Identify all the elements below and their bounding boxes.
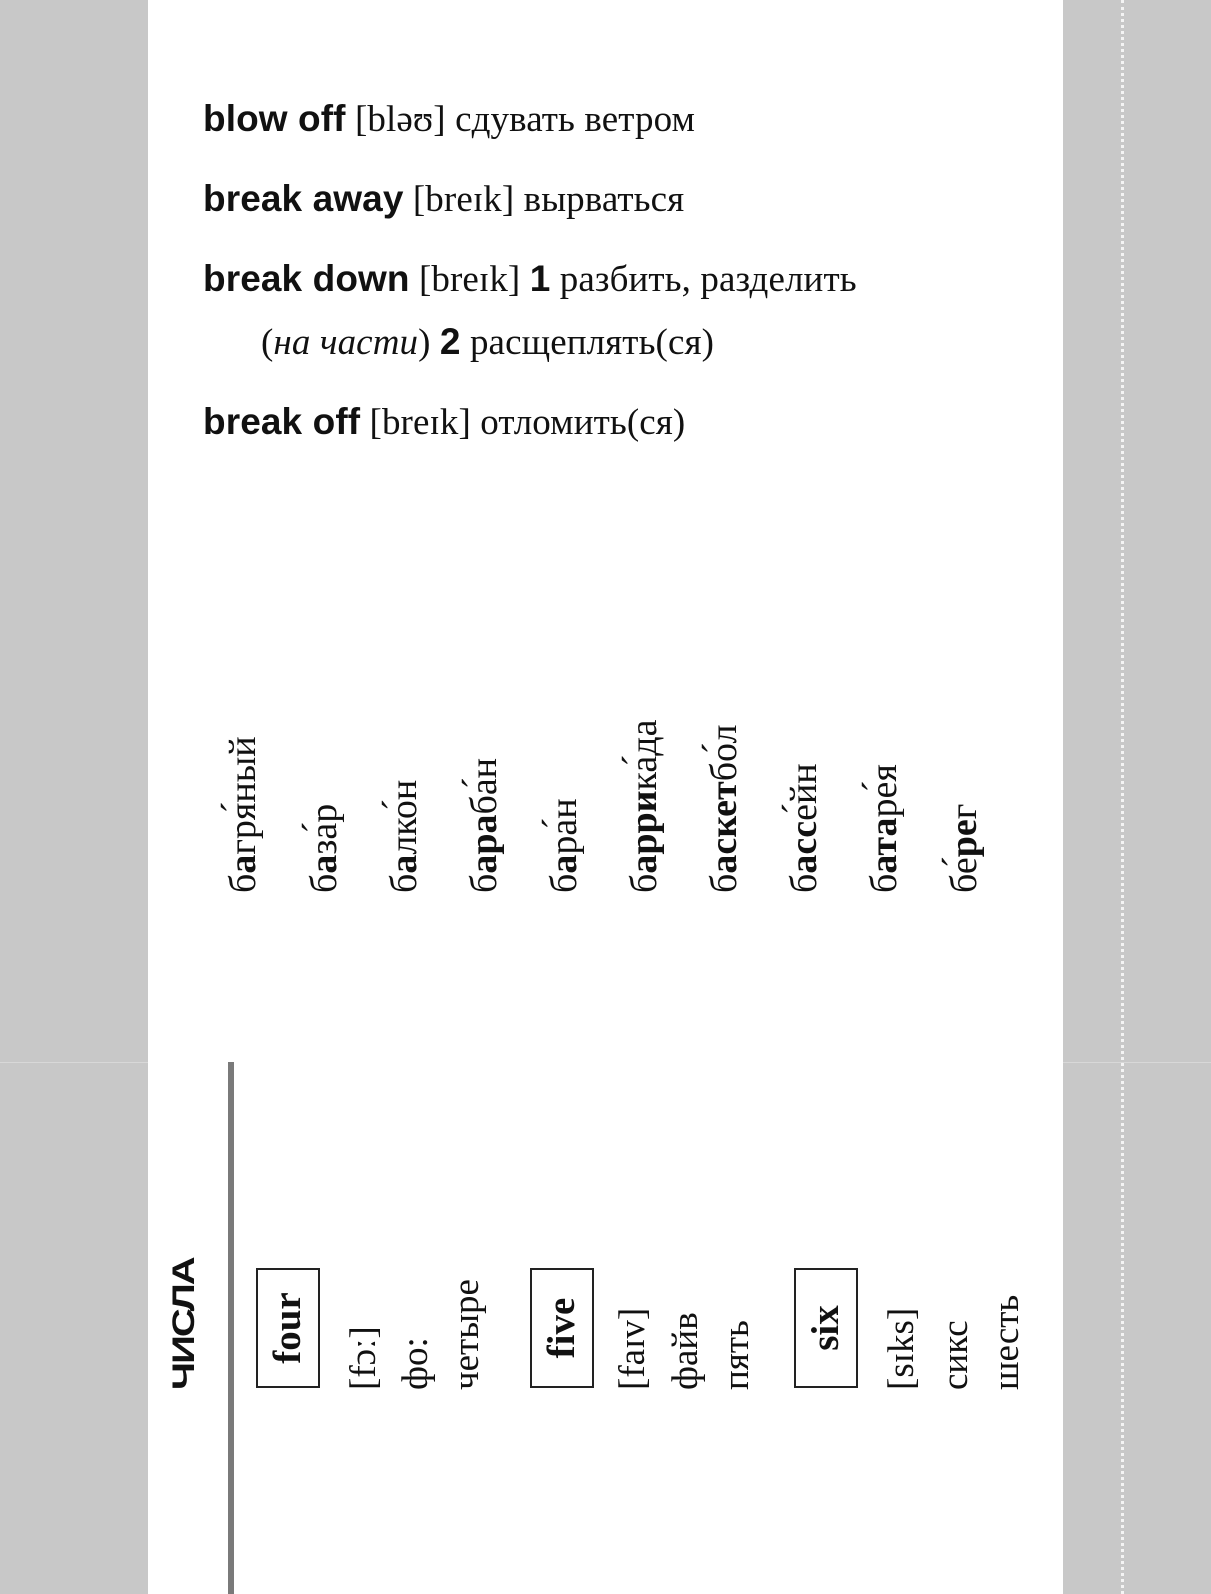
english-word: four (266, 1292, 309, 1364)
word-box-four (256, 1268, 320, 1388)
pronunciation: фо: (395, 1337, 436, 1390)
paren-open: ( (261, 322, 274, 363)
dotted-cut-line (1121, 0, 1124, 1594)
transcription: [bləʊ] (354, 99, 446, 140)
fold-line-right (1063, 1062, 1211, 1063)
headword: break down (203, 258, 410, 299)
dictionary-entries (203, 88, 1033, 471)
section-divider (228, 1062, 234, 1594)
transcription: [breɪk] (418, 259, 521, 300)
russian-word: пять (716, 1320, 757, 1390)
transcription: [breɪk] (369, 402, 471, 443)
vocab-word: батаре́я (863, 764, 905, 893)
english-word: five (540, 1297, 583, 1359)
vocab-word: бассе́йн (783, 763, 825, 893)
word-box-six (794, 1268, 858, 1388)
translation: отломить(ся) (480, 402, 686, 443)
vocab-word: бара́н (543, 798, 585, 893)
page (148, 0, 1063, 1594)
russian-word: шесть (986, 1294, 1027, 1390)
vocab-word: багря́ный (222, 736, 264, 893)
entry-break-away (203, 168, 1033, 231)
transcription: [faɪv] (612, 1307, 653, 1390)
transcription: [sɪks] (881, 1307, 922, 1390)
vocab-word: бараба́н (463, 757, 505, 893)
headword: blow off (203, 98, 346, 139)
english-word: six (804, 1305, 847, 1351)
entry-break-down (203, 248, 1033, 374)
pronunciation: файв (665, 1312, 706, 1390)
vocab-word: бе́рег (943, 803, 985, 893)
translation-1: разбить, разделить (559, 259, 857, 300)
entry-break-off (203, 391, 1033, 454)
sense-number-1: 1 (529, 258, 551, 299)
fold-line-left (0, 1062, 148, 1063)
headword: break away (203, 178, 404, 219)
headword: break off (203, 401, 361, 442)
paren-close: ) (418, 322, 431, 363)
sense-number-2: 2 (439, 321, 461, 362)
transcription: [breɪk] (412, 179, 515, 220)
transcription: [fɔː] (343, 1326, 384, 1390)
numbers-heading: ЧИСЛА (166, 1258, 202, 1390)
translation: вырваться (523, 179, 685, 220)
vocab-word: база́р (303, 803, 345, 893)
word-box-five (530, 1268, 594, 1388)
pronunciation: сикс (935, 1320, 976, 1390)
entry-blow-off (203, 88, 1033, 151)
usage-note: на части (273, 322, 419, 363)
translation-2: расщеплять(ся) (469, 322, 715, 363)
entry-line-2 (203, 311, 1033, 374)
vocab-word: балко́н (383, 779, 425, 893)
russian-word: четыре (446, 1279, 487, 1390)
vocab-word: баррика́да (623, 719, 665, 893)
entry-line-1 (203, 248, 1033, 311)
translation: сдувать ветром (455, 99, 695, 140)
vocab-word: баскетбо́л (703, 724, 745, 893)
